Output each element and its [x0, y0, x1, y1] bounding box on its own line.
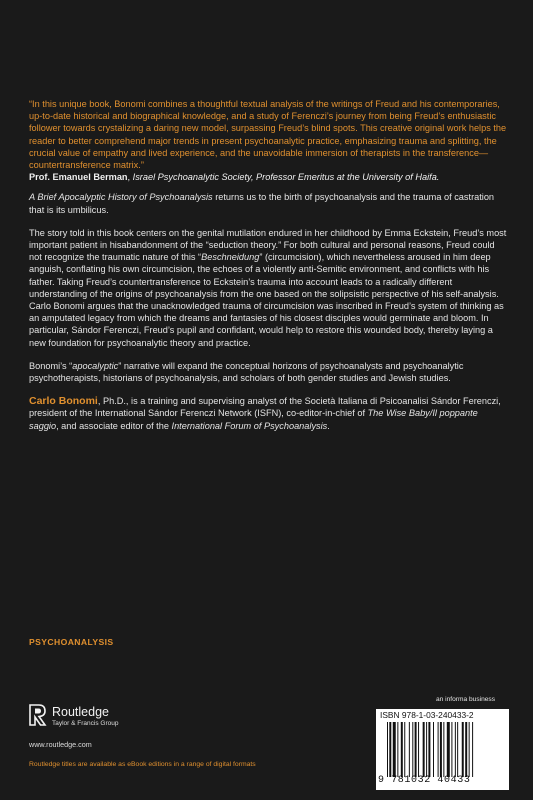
publisher-website[interactable]: www.routledge.com	[29, 740, 92, 749]
apocalyptic-term: apocalyptic	[72, 360, 119, 371]
endorsement-quote: “In this unique book, Bonomi combines a thoughtful textual analysis of the writings of Freud and his contemporaries, up-to-date historical and biographical knowledge, and a study of Ferenczi’s journey from being Freud’s enthusiastic follower towards crystalizing a daring new model, surpassing Freud’s blind spots. This creative original work helps the reader to better comprehend major trends in present psychoanalytic practice, emphasizing trauma and splitting, the crucial value of empathy and lived experience, and the unavoidable immersion of therapists in the transference—countertransference matrix.”	[29, 99, 507, 171]
beschneidung-term: Beschneidung	[201, 252, 260, 263]
routledge-logo-icon	[29, 704, 47, 726]
isbn-number: ISBN 978-1-03-240433-2	[380, 710, 474, 720]
endorser-affiliation: Israel Psychoanalytic Society, Professor Emeritus at the University of Haifa.	[132, 172, 440, 183]
cover-text	[29, 98, 507, 443]
category-label: PSYCHOANALYSIS	[29, 637, 114, 647]
publisher-group: Taylor & Francis Group	[52, 720, 119, 727]
informa-label: an informa business	[436, 696, 496, 703]
endorsement-attribution: Prof. Emanuel Berman, Israel Psychoanalytic Society, Professor Emeritus at the University of Haifa.	[29, 172, 440, 183]
book-title: A Brief Apocalyptic History of Psychoanalysis	[29, 192, 213, 203]
story-paragraph: The story told in this book centers on the genital mutilation endured in her childhood by Emma Eckstein, Freud’s most important patient in hisabandonment of the “seduction theory.” For both cultural and personal reasons, Freud could not recognize the traumatic nature of this “Beschneidung” (circumcision), which nevertheless aroused in him deep anguish, conflating his own circumcision, the echoes of a violently anti-Semitic environment, and conflicts with his father. Taking Freud’s countertransference to Eckstein’s trauma into account leads to a radically different understanding of the origins of psychoanalysis from the one based on the solipsistic perspective of his self-analysis. Carlo Bonomi argues that the unacknowledged trauma of circumcision was inscribed in Freud’s system of thinking as an amputated legacy from which the dreams and fantasies of his closest disciples would germinate and bloom. In particular, Sándor Ferenczi, Freud’s pupil and confidant, would help to restore this wounded body, thereby laying a new foundation for psychoanalytic theory and practice.	[29, 227, 507, 348]
ebook-note: Routledge titles are available as eBook editions in a range of digital formats	[29, 761, 256, 768]
journal-title-2: International Forum of Psychoanalysis	[171, 420, 328, 431]
barcode-icon	[387, 722, 505, 777]
narrative-paragraph: Bonomi’s “apocalyptic” narrative will expand the conceptual horizons of psychoanalysts and psychoanalytic psychotherapists, historians of psychoanalysis, and scholars of both gender studies and Jewish studies.	[29, 360, 464, 384]
barcode-digits: 9 781032 40433	[378, 775, 471, 786]
intro-paragraph: A Brief Apocalyptic History of Psychoanalysis returns us to the birth of psychoanalysis and the trauma of castration that is its umbilicus.	[29, 192, 495, 215]
journal-title-1: The Wise Baby/Il poppante saggio	[29, 408, 478, 431]
author-bio: Carlo Bonomi, Ph.D., is a training and supervising analyst of the Società Italiana di Psicoanalisi Sándor Ferenczi, president of the International Sándor Ferenczi Network (ISFN), co-editor-in-chief of The Wise Baby/Il poppante saggio, and associate editor of the International Forum of Psychoanalysis.	[29, 395, 501, 431]
isbn-barcode	[376, 709, 509, 790]
publisher-name: Routledge	[52, 705, 109, 719]
author-name: Carlo Bonomi	[29, 395, 98, 408]
endorser-name: Prof. Emanuel Berman	[29, 172, 128, 183]
